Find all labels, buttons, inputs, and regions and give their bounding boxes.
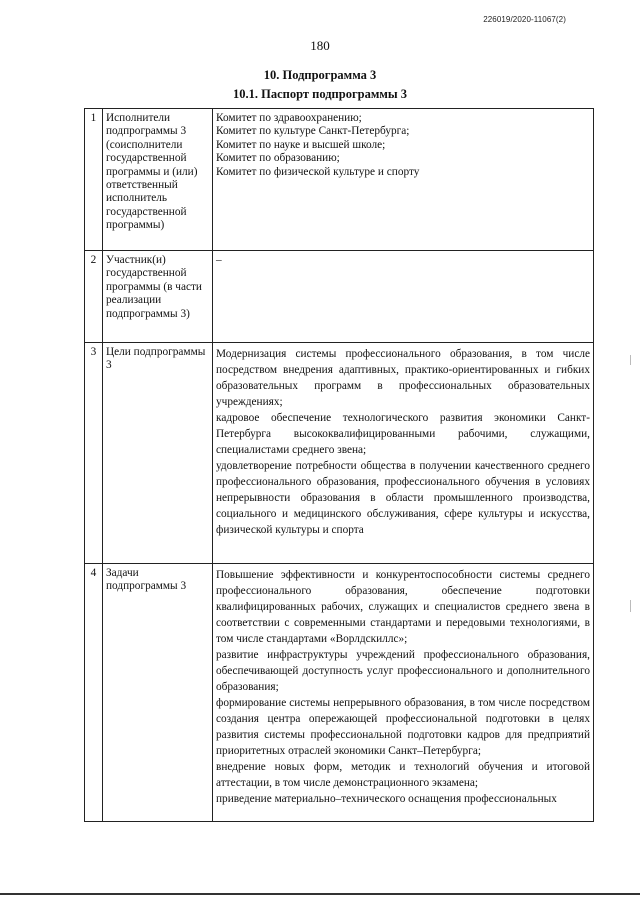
table-row xyxy=(85,109,594,251)
content-paragraph: приведение материально–технического оснащения профессиональных xyxy=(216,793,557,805)
section-title: 10. Подпрограмма 3 xyxy=(263,68,377,82)
content-paragraph: внедрение новых форм, методик и технологий обучения и итоговой аттестации, в том числе демонстрационного экзамена; xyxy=(216,761,590,789)
content-paragraph: развитие инфраструктуры учреждений профессионального образования, обеспечивающей доступность услуг профессионального и дополнительного образования; xyxy=(216,649,590,693)
content-paragraph: удовлетворение потребности общества в получении качественного среднего профессионального образования, профессионального обучения в условиях непрерывности образования в области промышленного производства, социального и медицинского обслуживания, сфере культуры и искусства, физической культуры и спорта xyxy=(216,460,590,536)
content-line: – xyxy=(216,254,222,266)
row-number: 2 xyxy=(85,251,103,343)
row-content xyxy=(213,564,594,822)
passport-table xyxy=(84,108,594,822)
content-paragraph: формирование системы непрерывного образования, в том числе посредством создания центра опережающей профессиональной подготовки в целях развития системы профессиональной подготовки кадров для предприятий приоритетных отраслей экономики Санкт–Петербурга; xyxy=(216,697,590,757)
document-id: 226019/2020-11067(2) xyxy=(483,15,566,24)
content-line: Комитет по культуре Санкт-Петербурга; xyxy=(216,125,410,138)
row-name: Цели подпрограммы 3 xyxy=(103,343,213,564)
row-content xyxy=(213,343,594,564)
page-number: 180 xyxy=(310,38,330,53)
content-line: Комитет по образованию; xyxy=(216,152,340,165)
table-row xyxy=(85,564,594,822)
scan-mark xyxy=(630,600,631,612)
row-name: Исполнители подпрограммы 3 (соисполнители государственной программы и (или) ответственный исполнитель государственной программы) xyxy=(103,109,213,251)
content-paragraph: Модернизация системы профессионального образования, в том числе посредством внедрения адаптивных, практико-ориентированных и гибких образовательных программ в профессиональных образовательных учреждениях; xyxy=(216,348,590,408)
subsection-title: 10.1. Паспорт подпрограммы 3 xyxy=(232,87,407,101)
content-paragraph: Повышение эффективности и конкурентоспособности системы среднего профессионального образования, обеспечение подготовки квалифицированных рабочих, служащих и специалистов среднего звена в соответствии с современными стандартами и передовыми технологиями, в том числе стандартами «Ворлдскиллс»; xyxy=(216,569,590,645)
row-number: 4 xyxy=(85,564,103,822)
content-line: Комитет по физической культуре и спорту xyxy=(216,165,420,178)
content-paragraph: кадровое обеспечение технологического развития экономики Санкт-Петербурга высококвалифицированными рабочими, служащими, специалистами среднего звена; xyxy=(216,412,590,456)
row-name: Задачи подпрограммы 3 xyxy=(103,564,213,822)
page-bottom-edge xyxy=(0,893,640,895)
scan-mark xyxy=(630,355,631,365)
row-number: 1 xyxy=(85,109,103,251)
row-number: 3 xyxy=(85,343,103,564)
row-name: Участник(и) государственной программы (в части реализации подпрограммы 3) xyxy=(103,251,213,343)
content-line: Комитет по здравоохранению; xyxy=(216,112,362,124)
table-row xyxy=(85,343,594,564)
content-line: Комитет по науке и высшей школе; xyxy=(216,138,386,151)
row-content xyxy=(213,109,594,251)
row-content xyxy=(213,251,594,343)
table-row xyxy=(85,251,594,343)
